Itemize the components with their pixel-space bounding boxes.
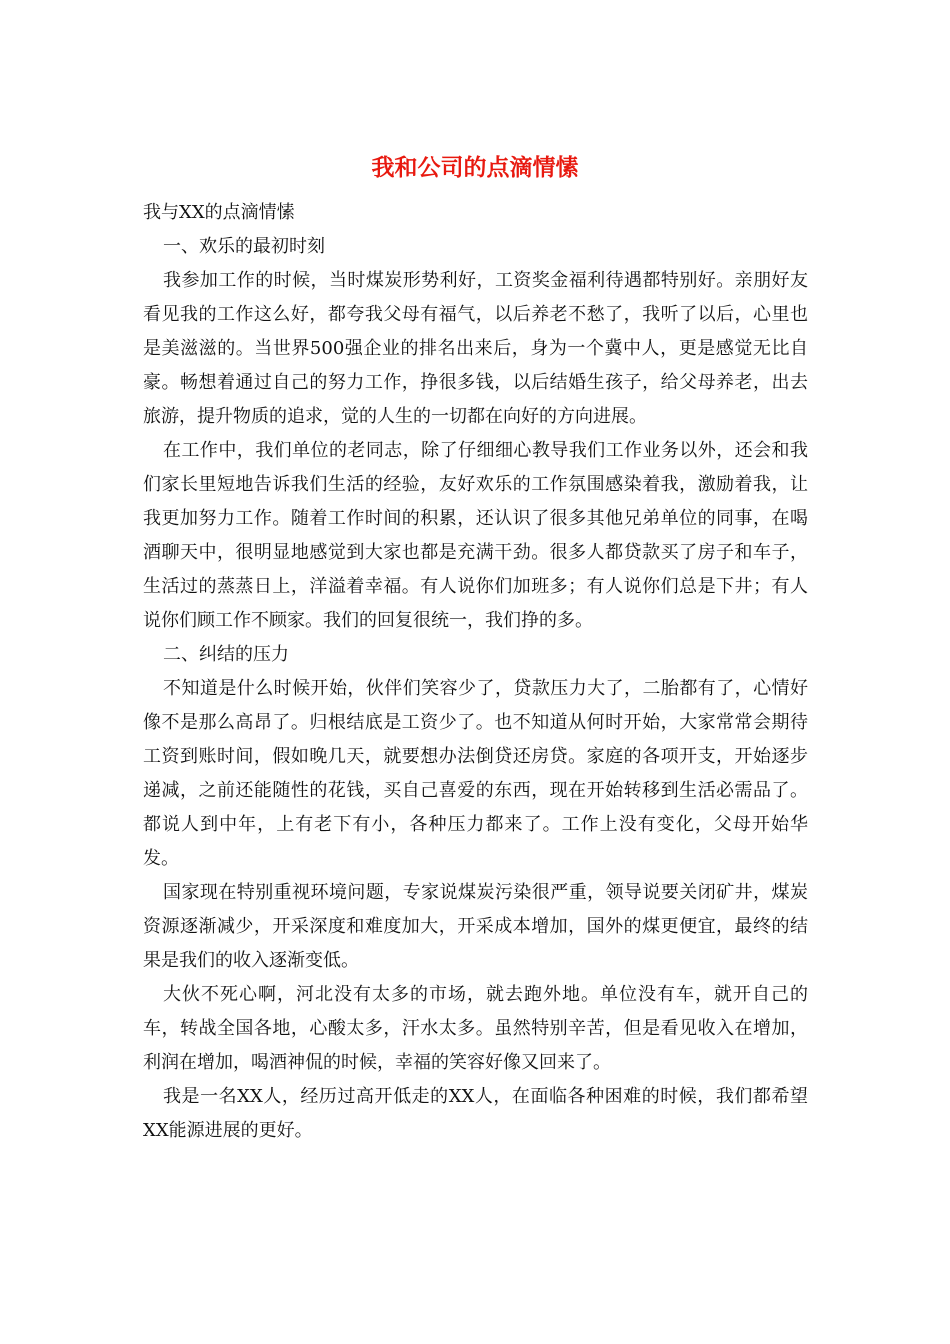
paragraph: 大伙不死心啊，河北没有太多的市场，就去跑外地。单位没有车，就开自己的车，转战全国各地，心酸太多，汗水太多。虽然特别辛苦，但是看见收入在增加，利润在增加，喝酒神侃的时候，幸福的笑容好像又回来了。 bbox=[143, 984, 808, 1073]
page-title: 我和公司的点滴情愫 bbox=[371, 154, 579, 181]
paragraph: 不知道是什么时候开始，伙伴们笑容少了，贷款压力大了，二胎都有了，心情好像不是那么高昂了。归根结底是工资少了。也不知道从何时开始，大家常常会期待工资到账时间，假如晚几天，就要想办法倒贷还房贷。家庭的各项开支，开始逐步递减，之前还能随性的花钱，买自己喜爱的东西，现在开始转移到生活必需品了。都说人到中年，上有老下有小，各种压力都来了。工作上没有变化，父母开始华发。 bbox=[143, 678, 808, 869]
paragraph: 我参加工作的时候，当时煤炭形势利好，工资奖金福利待遇都特别好。亲朋好友看见我的工作这么好，都夸我父母有福气，以后养老不愁了，我听了以后，心里也是美滋滋的。当世界500强企业的排名出来后，身为一个冀中人，更是感觉无比自豪。畅想着通过自己的努力工作，挣很多钱，以后结婚生孩子，给父母养老，出去旅游，提升物质的追求，觉的人生的一切都在向好的方向进展。 bbox=[143, 270, 808, 427]
paragraph: 我是一名XX人，经历过高开低走的XX人，在面临各种困难的时候，我们都希望XX能源进展的更好。 bbox=[143, 1086, 808, 1141]
section-heading-1: 一、欢乐的最初时刻 bbox=[163, 236, 325, 257]
document-subtitle: 我与XX的点滴情愫 bbox=[143, 202, 295, 223]
section-heading-2: 二、纠结的压力 bbox=[163, 644, 289, 665]
document-body bbox=[143, 196, 808, 1148]
paragraph: 国家现在特别重视环境问题，专家说煤炭污染很严重，领导说要关闭矿井，煤炭资源逐渐减少，开采深度和难度加大，开采成本增加，国外的煤更便宜，最终的结果是我们的收入逐渐变低。 bbox=[143, 882, 808, 971]
paragraph: 在工作中，我们单位的老同志，除了仔细细心教导我们工作业务以外，还会和我们家长里短地告诉我们生活的经验，友好欢乐的工作氛围感染着我，激励着我，让我更加努力工作。随着工作时间的积累，还认识了很多其他兄弟单位的同事，在喝酒聊天中，很明显地感觉到大家也都是充满干劲。很多人都贷款买了房子和车子，生活过的蒸蒸日上，洋溢着幸福。有人说你们加班多；有人说你们总是下井；有人说你们顾工作不顾家。我们的回复很统一，我们挣的多。 bbox=[143, 440, 808, 631]
